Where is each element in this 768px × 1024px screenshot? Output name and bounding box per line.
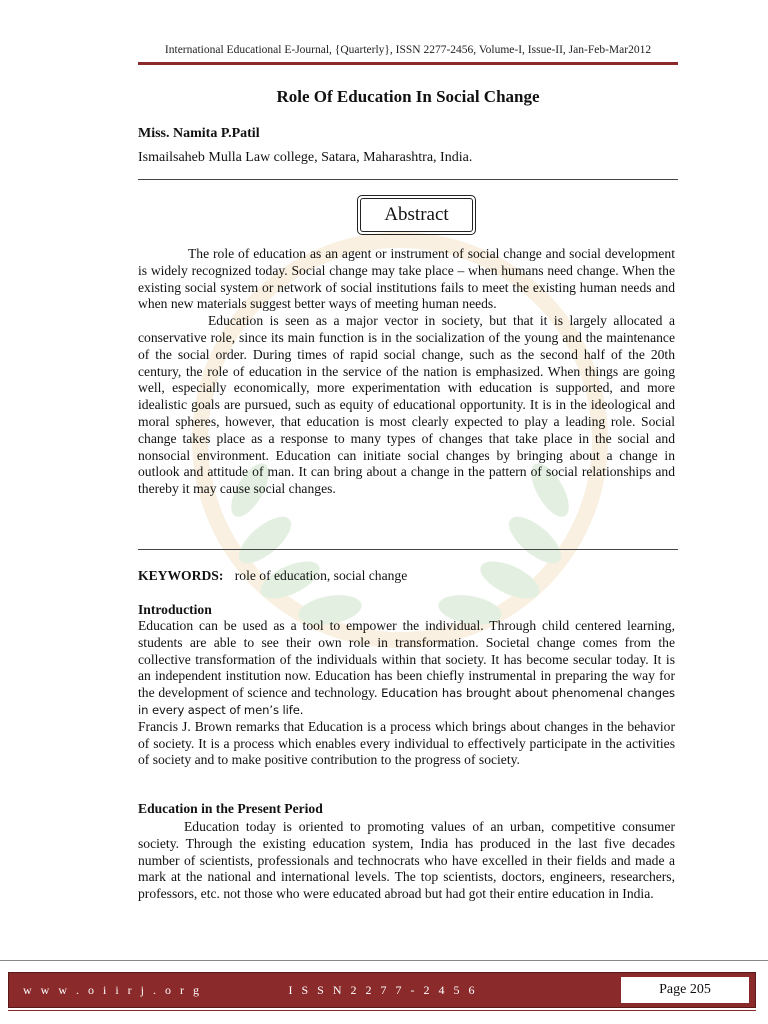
article-title: Role Of Education In Social Change	[276, 87, 540, 106]
footer-issn: I S S N 2 2 7 7 - 2 4 5 6	[288, 983, 478, 997]
footer-website: w w w . o i i r j . o r g	[23, 983, 202, 997]
introduction-paragraph-1-text: Education can be used as a tool to empower the individual. Through child centered learning, students are able to see their own role in transformation. Societal change comes from the collective transformation of the individuals within that society. It has become secular today. It is an independent institution now. Education has been chiefly instrumental in preparing the way for the development of science and technology.	[138, 618, 675, 701]
header-divider	[138, 62, 678, 65]
keywords-line	[138, 568, 407, 584]
present-period-heading: Education in the Present Period	[138, 801, 323, 816]
page-footer	[8, 972, 756, 1008]
footer-bottom-divider	[8, 1010, 756, 1011]
abstract-heading: Abstract	[360, 198, 473, 232]
introduction-paragraph-2: Francis J. Brown remarks that Education is a process which brings about changes in the behavior of society. It is a process which enables every individual to effectively participate in the activities of society and to make positive contribution to the progress of society.	[138, 718, 675, 768]
introduction-heading: Introduction	[138, 602, 212, 617]
page-number: Page 205	[621, 977, 749, 1003]
abstract-paragraph-2: Education is seen as a major vector in society, but that it is largely allocated a conservative role, since its main function is in the socialization of the young and the maintenance of the social order. During times of rapid social change, such as the second half of the 20th century, the role of education in the service of the nation is emphasized. When things are going well, especially economically, more experimentation with education is supported, and more idealistic goals are pursued, such as equity of educational opportunity. It is in the ideological and moral spheres, however, that education is most clearly expected to play a leading role. Social change takes place as a response to many types of changes that take place in the social and nonsocial environment. Education can initiate social changes by bringing about a change in outlook and attitude of man. It can bring about a change in the pattern of social relationships and thereby it may cause social changes.	[138, 313, 675, 497]
keywords-label: KEYWORDS:	[138, 568, 224, 583]
abstract-body	[138, 246, 675, 498]
present-period-paragraph: Education today is oriented to promoting values of an urban, competitive consumer society. Through the existing education system, India has produced in the last five decades number of scientists, professionals and technocrats who have excelled in their fields and made a mark at the national and international levels. The top scientists, doctors, engineers, researchers, professors, etc. not those who were educated abroad but had got their entire education in India.	[138, 819, 675, 902]
author-affiliation: Ismailsaheb Mulla Law college, Satara, Maharashtra, India.	[138, 150, 473, 165]
abstract-heading-box	[357, 195, 476, 235]
keywords-value: role of education, social change	[234, 568, 408, 583]
title-divider	[138, 179, 678, 180]
journal-header: International Educational E-Journal, {Quarterly}, ISSN 2277-2456, Volume-I, Issue-II, Jan-Feb-Mar2012	[164, 44, 652, 56]
abstract-paragraph-1: The role of education as an agent or instrument of social change and social development is widely recognized today. Social change may take place – when humans need change. When the existing social system or network of social institutions fails to meet the existing human needs and when new materials suggest better ways of meeting human needs.	[138, 246, 675, 312]
introduction-body	[138, 618, 675, 769]
introduction-paragraph-1	[138, 618, 675, 719]
introduction-paragraph-1-tail: Education has brought about phenomenal changes in every aspect of men’s life.	[138, 686, 675, 717]
author-name: Miss. Namita P.Patil	[138, 126, 260, 141]
footer-divider	[0, 960, 768, 961]
present-period-body	[138, 819, 675, 903]
abstract-divider	[138, 549, 678, 550]
